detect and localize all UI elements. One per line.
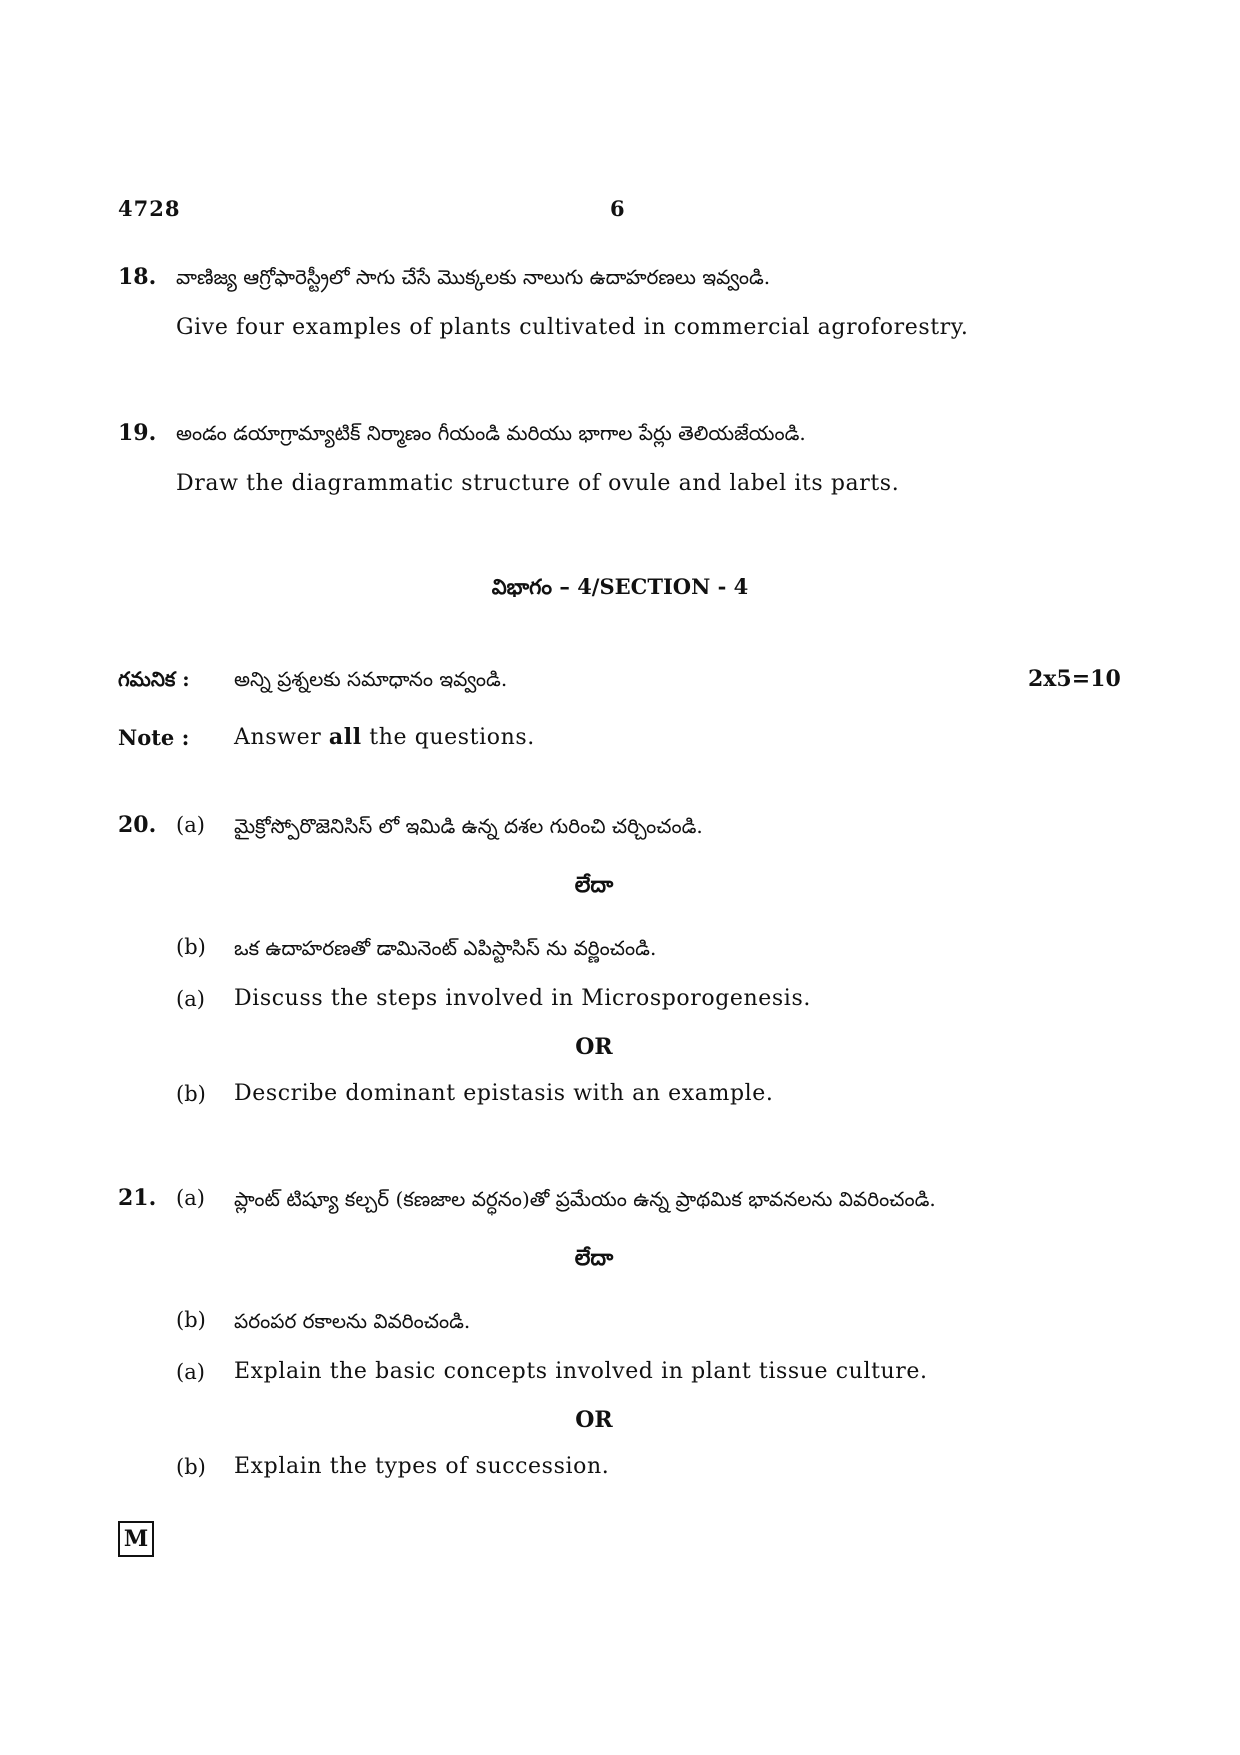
question-21a-telugu: ప్లాంట్ టిష్యూ కల్చర్ (కణజాల వర్ధనం)తో ప్రమేయం ఉన్న ప్రాథమిక భావనలను వివరించండి. [234, 1187, 936, 1211]
question-21a-english: Explain the basic concepts involved in plant tissue culture. [234, 1359, 928, 1384]
option-a-label: (a) [176, 987, 205, 1011]
medium-mark-box: M [118, 1521, 154, 1557]
question-19-english: Draw the diagrammatic structure of ovule and label its parts. [176, 471, 900, 496]
option-b-label: (b) [176, 1455, 206, 1479]
question-21b-telugu: పరంపర రకాలను వివరించండి. [234, 1309, 471, 1333]
question-20-number: 20. [118, 812, 157, 838]
question-20a-telugu: మైక్రోస్పోరొజెనిసిస్ లో ఇమిడి ఉన్న దశల గురించి చర్చించండి. [234, 814, 703, 838]
note-text-telugu: అన్ని ప్రశ్నలకు సమాధానం ఇవ్వండి. [234, 667, 508, 691]
paper-code: 4728 [118, 196, 181, 221]
section-title: విభాగం – 4/SECTION - 4 [491, 574, 749, 599]
note-label-telugu: గమనిక : [118, 667, 190, 691]
or-telugu: లేదా [574, 1245, 614, 1271]
option-a-label: (a) [176, 813, 205, 837]
question-20b-english: Describe dominant epistasis with an example. [234, 1081, 774, 1106]
or-english: OR [575, 1034, 613, 1060]
or-english: OR [575, 1407, 613, 1433]
question-19-number: 19. [118, 420, 157, 446]
marks-allocation: 2x5=10 [1028, 666, 1121, 692]
option-a-label: (a) [176, 1186, 205, 1210]
option-b-label: (b) [176, 1308, 206, 1332]
option-b-label: (b) [176, 935, 206, 959]
question-20a-english: Discuss the steps involved in Microsporogenesis. [234, 986, 811, 1011]
question-21b-english: Explain the types of succession. [234, 1454, 610, 1479]
question-18-telugu: వాణిజ్య ఆగ్రోఫారెస్ట్రీలో సాగు చేసే మొక్కలకు నాలుగు ఉదాహరణలు ఇవ్వండి. [176, 265, 771, 289]
question-18-english: Give four examples of plants cultivated in commercial agroforestry. [176, 315, 969, 340]
question-19-telugu: అండం డయాగ్రామ్యాటిక్ నిర్మాణం గీయండి మరియు భాగాల పేర్లు తెలియజేయండి. [176, 421, 806, 445]
question-18-number: 18. [118, 264, 157, 290]
option-a-label: (a) [176, 1360, 205, 1384]
note-label-english: Note : [118, 725, 190, 750]
question-20b-telugu: ఒక ఉదాహరణతో డామినెంట్ ఎపిస్టాసిస్ ను వర్ణించండి. [234, 936, 657, 960]
or-telugu: లేదా [574, 872, 614, 898]
question-21-number: 21. [118, 1185, 157, 1211]
page-number: 6 [610, 196, 626, 221]
option-b-label: (b) [176, 1082, 206, 1106]
note-text-english: Answer all the questions. [234, 724, 535, 750]
